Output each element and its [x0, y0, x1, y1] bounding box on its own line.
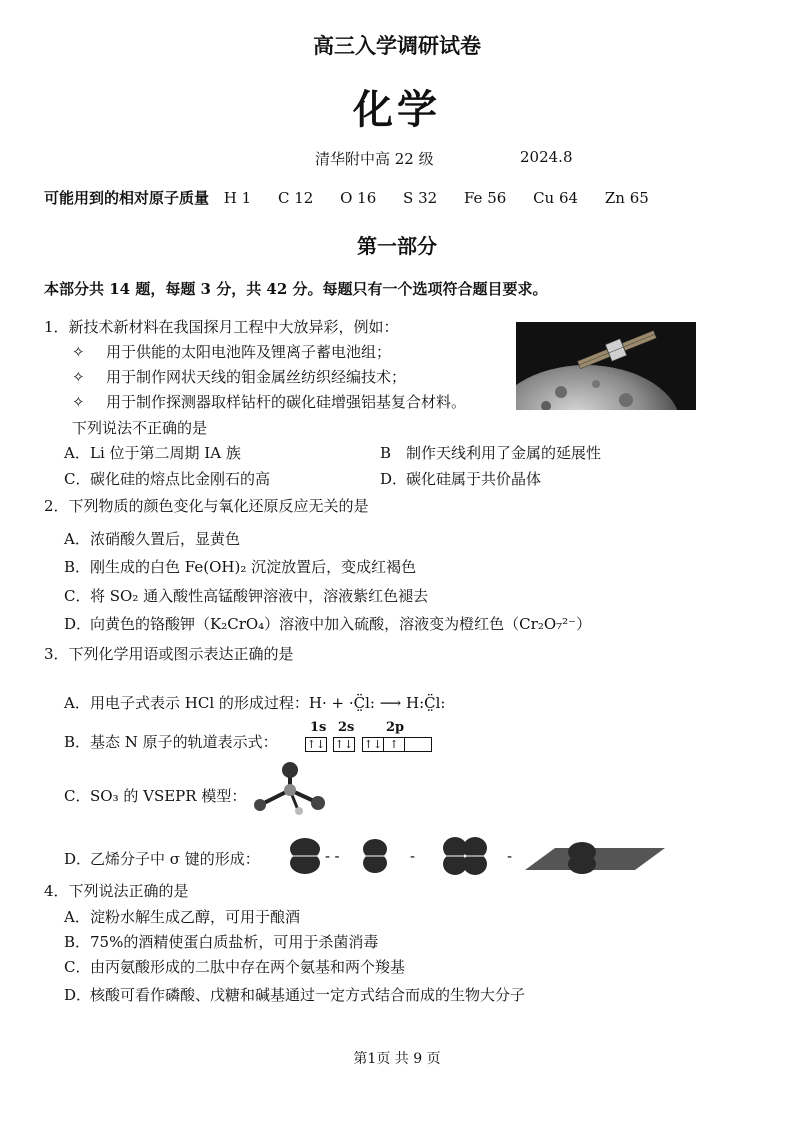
option-key: B	[380, 444, 392, 462]
part-title: 第一部分	[357, 234, 437, 258]
atomic-mass-item: S 32	[403, 189, 438, 207]
option-key: D．	[64, 850, 92, 868]
option-key: A．	[64, 908, 90, 926]
atomic-mass-item: C 12	[277, 189, 314, 207]
option-key: C．	[64, 958, 91, 976]
q2-option-b	[64, 556, 416, 577]
option-text: 乙烯分子中 σ 键的形成：	[90, 850, 260, 868]
option-text: 制作天线利用了金属的延展性	[406, 444, 602, 462]
q3-option-a	[64, 692, 445, 713]
q1-bullet-text: 用于制作网状天线的钼金属丝纺织经编技术；	[106, 368, 407, 386]
q1-bullet-text: 用于供能的太阳电池阵及锂离子蓄电池组；	[106, 343, 392, 361]
option-key: B．	[64, 733, 91, 751]
atomic-masses-label: 可能用到的相对原子质量	[44, 189, 210, 207]
q3-stem: 3．下列化学用语或图示表达正确的是	[44, 645, 294, 663]
orbital-lobe-right	[362, 839, 388, 873]
option-text: 核酸可看作磷酸、戊糖和碱基通过一定方式结合而成的生物大分子	[90, 986, 526, 1004]
option-text: 碳化硅属于共价晶体	[406, 470, 542, 488]
orbital-label: 1s	[310, 720, 327, 735]
atomic-mass-item: Zn 65	[604, 189, 649, 207]
option-key: D．	[64, 986, 92, 1004]
option-text: 碳化硅的熔点比金刚石的高	[90, 470, 271, 488]
option-key: C．	[64, 787, 91, 805]
q1-bullet	[72, 391, 466, 412]
q1-option-c	[64, 468, 270, 489]
option-key: C．	[64, 587, 91, 605]
sparkle-icon: ✧	[72, 393, 85, 411]
exam-date: 2024.8	[520, 148, 573, 166]
school-grade: 清华附中高 22 级	[315, 150, 434, 168]
orbital-box: ↑↓	[363, 738, 383, 751]
atomic-mass-item: H 1	[223, 189, 252, 207]
orbital-label: 2p	[386, 720, 405, 735]
q3-option-c	[64, 785, 246, 806]
option-key: A．	[64, 694, 90, 712]
q1-bullet-text: 用于制作探测器取样钻杆的碳化硅增强铝基复合材料。	[106, 393, 467, 411]
sparkle-icon: ✧	[72, 368, 85, 386]
q4-option-a	[64, 906, 300, 927]
lunar-probe-photo	[516, 322, 696, 410]
lunar-probe-image	[516, 322, 696, 410]
q4-option-c	[64, 956, 405, 977]
page-number: 第1页 共 9 页	[353, 1051, 441, 1067]
q1-bullet	[72, 341, 391, 362]
q2-stem: 2．下列物质的颜色变化与氧化还原反应无关的是	[44, 497, 369, 515]
sigma-bond-plane	[525, 842, 665, 874]
so3-vsepr-model	[250, 760, 330, 820]
subject-title: 化学	[353, 86, 441, 133]
atomic-mass-item: Fe 56	[463, 189, 507, 207]
option-text: SO₃ 的 VSEPR 模型：	[90, 787, 247, 805]
option-text: 75%的酒精使蛋白质盐析，可用于杀菌消毒	[90, 933, 379, 951]
option-key: B．	[64, 558, 91, 576]
orbital-overlap	[443, 837, 487, 875]
option-text: 淀粉水解生成乙醇，可用于酿酒	[90, 908, 301, 926]
option-text: 向黄色的铬酸钾（K₂CrO₄）溶液中加入硫酸，溶液变为橙红色（Cr₂O₇²⁻）	[90, 615, 592, 633]
q4-option-d	[64, 984, 525, 1005]
orbital-lobe-left	[289, 838, 321, 874]
atomic-masses	[44, 187, 671, 208]
q1-option-a	[64, 442, 241, 463]
orbital-box	[404, 737, 432, 752]
option-text: 用电子式表示 HCl 的形成过程：H· + ·C̤̈l: ⟶ H:C̤̈l:	[90, 694, 446, 712]
q2-option-a	[64, 528, 240, 549]
orbital-box: ↑↓	[306, 738, 326, 751]
svg-text:-: -	[507, 849, 513, 865]
part-instructions: 本部分共 14 题，每题 3 分，共 42 分。每题只有一个选项符合题目要求。	[44, 280, 548, 298]
option-key: C．	[64, 470, 91, 488]
q3-option-b	[64, 731, 278, 752]
sigma-bond-formation-diagram	[285, 830, 665, 880]
q2-option-c	[64, 585, 428, 606]
option-key: D．	[380, 470, 408, 488]
option-key: A．	[64, 444, 90, 462]
q1-bullet	[72, 366, 406, 387]
q1-stem: 1．新技术新材料在我国探月工程中大放异彩，例如：	[44, 318, 399, 336]
atomic-mass-item: O 16	[340, 189, 377, 207]
q2-option-d	[64, 613, 591, 634]
q3-option-d	[64, 848, 260, 869]
option-text: 将 SO₂ 通入酸性高锰酸钾溶液中，溶液紫红色褪去	[90, 587, 429, 605]
sparkle-icon: ✧	[72, 343, 85, 361]
option-text: 刚生成的白色 Fe(OH)₂ 沉淀放置后，变成红褐色	[90, 558, 417, 576]
q1-prompt: 下列说法不正确的是	[72, 419, 208, 437]
q1-option-b	[380, 442, 601, 463]
orbital-box: ↑	[383, 737, 405, 752]
option-text: Li 位于第二周期 IA 族	[90, 444, 241, 462]
atomic-mass-item: Cu 64	[533, 189, 579, 207]
orbital-label: 2s	[338, 720, 355, 735]
option-text: 由丙氨酸形成的二肽中存在两个氨基和两个羧基	[90, 958, 406, 976]
q4-option-b	[64, 931, 378, 952]
option-key: D．	[64, 615, 92, 633]
option-text: 基态 N 原子的轨道表示式：	[90, 733, 278, 751]
option-key: B．	[64, 933, 91, 951]
q4-stem: 4．下列说法正确的是	[44, 882, 189, 900]
option-text: 浓硝酸久置后，显黄色	[90, 530, 241, 548]
q1-option-d	[380, 468, 541, 489]
option-key: A．	[64, 530, 90, 548]
svg-text:-: -	[410, 849, 416, 865]
exam-title: 高三入学调研试卷	[313, 33, 481, 58]
orbital-box: ↑↓	[334, 738, 354, 751]
svg-text:- -: - -	[325, 849, 340, 865]
